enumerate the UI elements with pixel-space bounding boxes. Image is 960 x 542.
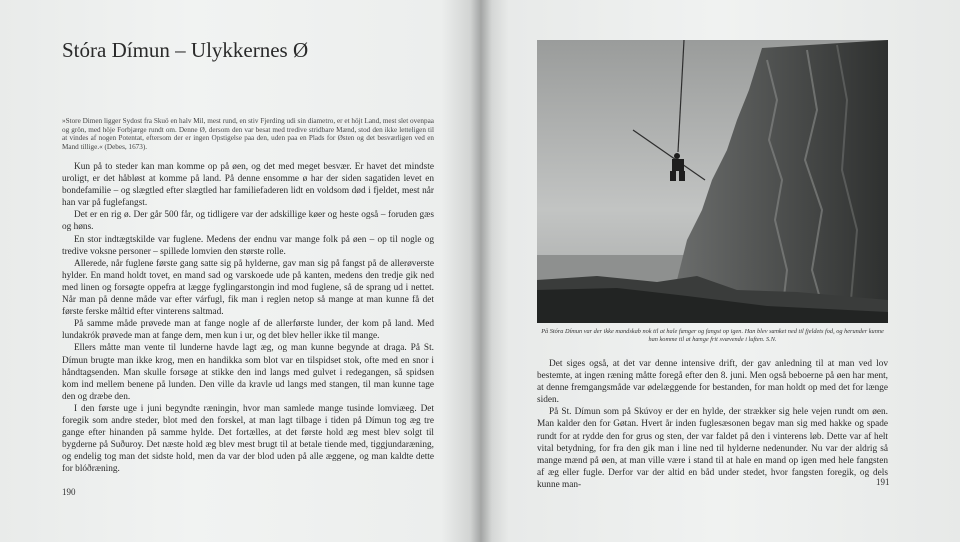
paragraph: I den første uge i juni begyndte ræningin, hvor man samlede mange tusinde lomviæeg. Det foregik som andre steder, blot med den forskel, at man lagt tilbage i tiden på Dímun tog æg tre gange efter hinanden på samme hylde. Det fortælles, at det første hold æg mest blev solgt til bygderne på Suðuroy. Det næste hold æg blev mest brugt til at betale tiende med, tiggjundaræning, og endelig tog man det sidste hold, men da var der blod uden på alle æggene, og man kaldte dette for blóðræning.: [62, 403, 434, 475]
paragraph: Det er en rig ø. Der går 500 får, og tidligere var der adskillige køer og heste også – foruden gæs og høns.: [62, 210, 434, 233]
paragraph: På St. Dímun som på Skúvoy er der en hylde, der strækker sig hele vejen rundt om øen. Man kalder den for Gøtan. Hvert år inden fuglesæsonen begav man sig med hakke og spade rundt for at rydde den for grus og sten, der var faldet på den i vinterens løb. Dette var af helt vital betydning, for fra den gik man i line ned til hylderne nedenunder. Nu var der aldrig så mange mænd på øen, at man ville være i stand til at hale en mand op igen med hele fangsten af æg eller fugle. Derfor var der altid en båd under stedet, hvor fangsten foregik, og dels kunne man-: [537, 407, 888, 490]
paragraph: Ellers måtte man vente til lunderne havde lagt æg, og man kunne begynde at draga. På St. Dímun brugte man ikke krog, men en handikka som blot var en tilspidset stok, ofte med en snor i håndtagsenden. Man skulle forsøge at stikke den ind langs med gulvet i redegangen, så spidsen kom ind mellem benene på lunden. Den ville da kravle ud langs med stangen, til man kunne tage den og dræbe den.: [62, 343, 434, 402]
cliff-photo-illustration: [537, 40, 888, 323]
paragraph: Det siges også, at det var denne intensive drift, der gav anledning til at man ved lov bestemte, at ingen ræning måtte foregå efter den 8. juni. Men også beboerne på øen har ment, at denne fremgangsmåde var ødelæggende for bestanden, for man holdt op med det for længe siden.: [537, 359, 888, 406]
paragraph: Kun på to steder kan man komme op på øen, og det med meget besvær. Er havet det mindste uroligt, er det håbløst at komme på land. På denne ensomme ø har der siden sagatiden levet en bondefamilie – og slægtled efter slægtled har familiefaderen lidt en voldsom død i fjeldet, mest når han var på fuglefangst.: [62, 162, 434, 209]
paragraph: På samme måde prøvede man at fange nogle af de allerførste lunder, der kom på land. Med lundakrók prøvede man at fange dem, men kun i ur, og det blev heller ikke til mange.: [62, 319, 434, 342]
left-body-text: [62, 161, 434, 475]
page-number-right: 191: [876, 477, 890, 487]
cliff-photograph: [537, 40, 888, 323]
book-gutter: [470, 0, 492, 542]
chapter-title: Stóra Dímun – Ulykkernes Ø: [62, 38, 309, 62]
paragraph: Allerede, når fuglene første gang satte sig på hylderne, gav man sig på fangst på de allerøverste hylder. En mand holdt tovet, en mand sad og varskoede ude på kanten, medens den tredje gik ned med linen og forsøgte oppefra at lægge fyglingarstongin ind mod fuglene, så de sprang ud i nettet. Når man på denne måde var efter várfugl, fik man i reglen netop så mange at man kunne få det første ferske måltid efter vinterens saltmad.: [62, 258, 434, 318]
right-body-text: [537, 358, 888, 491]
paragraph: En stor indtægtskilde var fuglene. Medens der endnu var mange folk på øen – op til nogle og tredive voksne personer – spillede lomvien den største rolle.: [62, 234, 434, 257]
photo-caption: På Stóra Dímun var der ikke mandskab nok til at hale fænger og fangst op igen. Han blev sænket ned til fjeldets fod, og herunder kunne han komme til at hænge frit svævende i luften. S.N.: [541, 328, 884, 343]
page-number-left: 190: [62, 487, 76, 497]
epigraph-quote: »Store Dimen ligger Sydost fra Skuö en halv Mil, mest rund, en stiv Fjerding udi sin diametro, er et höjt Land, mest slet ovenpaa og grön, med höje Forbjærge rundt om. Denne Ø, dersom den var besat med tredive stridbare Mænd, stod den ikke letteligen til at vindes af nogen Potentat, eftersom der er ingen Opstigelse paa den, uden paa en Plads for Østen og det besværligen ved en Mand tillige.« (Debes, 1673).: [62, 117, 434, 152]
right-page: [480, 0, 960, 542]
